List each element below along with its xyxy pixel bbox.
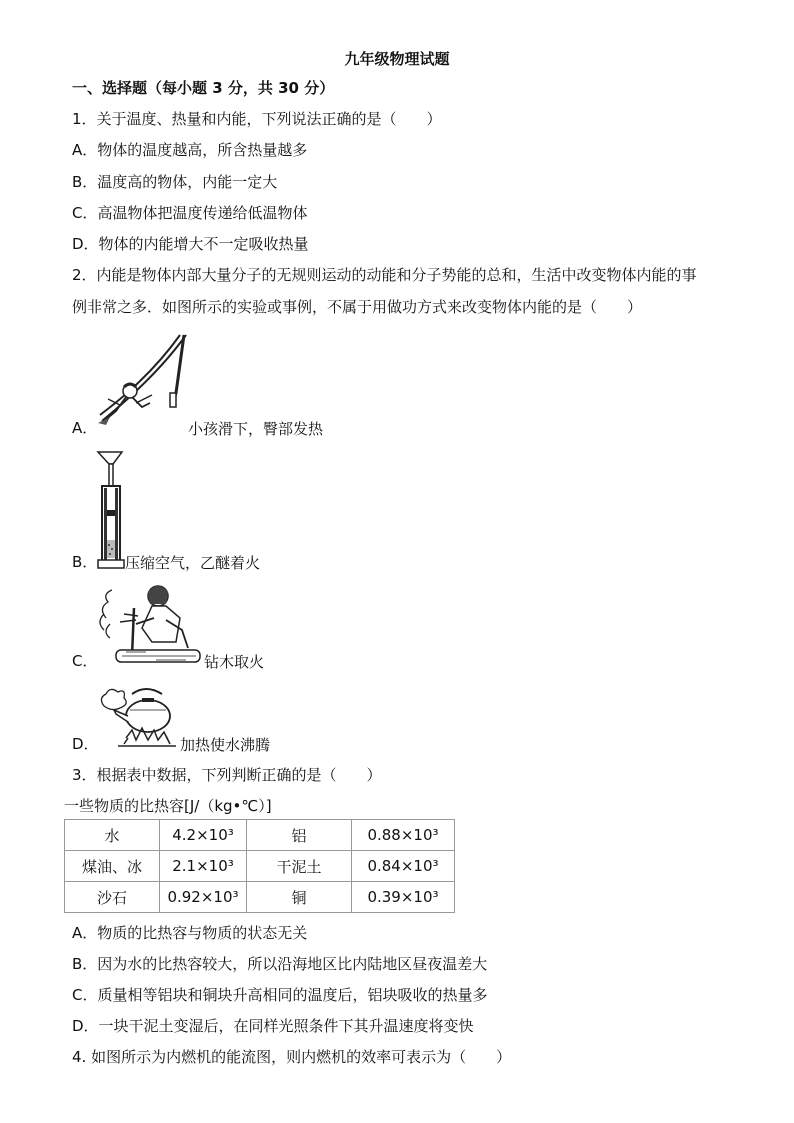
table-cell: 0.88×10³ bbox=[352, 820, 455, 851]
q3-option-c: C．质量相等铝块和铜块升高相同的温度后，铝块吸收的热量多 bbox=[72, 986, 488, 1004]
q2-option-c-caption: 钻木取火 bbox=[204, 653, 265, 671]
table-cell: 水 bbox=[65, 820, 160, 851]
drilling-wood-fire-icon bbox=[96, 578, 206, 668]
boiling-kettle-icon bbox=[96, 684, 180, 754]
q4-stem: 4. 如图所示为内燃机的能流图，则内燃机的效率可表示为（ ） bbox=[72, 1048, 512, 1066]
q1-option-c: C．高温物体把温度传递给低温物体 bbox=[72, 204, 308, 222]
slide-child-icon bbox=[96, 333, 188, 433]
q1-stem: 1．关于温度、热量和内能，下列说法正确的是（ ） bbox=[72, 110, 442, 128]
q1-option-d: D．物体的内能增大不一定吸收热量 bbox=[72, 235, 309, 253]
q2-option-d-letter: D． bbox=[72, 735, 99, 753]
table-cell: 0.84×10³ bbox=[352, 851, 455, 882]
q3-option-a: A．物质的比热容与物质的状态无关 bbox=[72, 924, 308, 942]
table-cell: 0.92×10³ bbox=[160, 882, 247, 913]
q1-option-a: A．物体的温度越高，所含热量越多 bbox=[72, 141, 308, 159]
table-cell: 4.2×10³ bbox=[160, 820, 247, 851]
q2-stem-line1: 2．内能是物体内部大量分子的无规则运动的动能和分子势能的总和，生活中改变物体内能的事 bbox=[72, 266, 697, 284]
q3-option-b: B．因为水的比热容较大，所以沿海地区比内陆地区昼夜温差大 bbox=[72, 955, 488, 973]
q2-option-b-letter: B． bbox=[72, 553, 98, 571]
section-heading: 一、选择题（每小题 3 分，共 30 分） bbox=[72, 79, 335, 97]
table-cell: 干泥土 bbox=[247, 851, 352, 882]
table-cell: 沙石 bbox=[65, 882, 160, 913]
specific-heat-table bbox=[64, 819, 455, 913]
q2-option-c-letter: C． bbox=[72, 652, 98, 670]
q2-option-a-caption: 小孩滑下，臀部发热 bbox=[188, 420, 324, 438]
table-cell: 铝 bbox=[247, 820, 352, 851]
table-cell: 0.39×10³ bbox=[352, 882, 455, 913]
q2-option-a-letter: A． bbox=[72, 419, 98, 437]
q2-option-b-caption: 压缩空气，乙醚着火 bbox=[125, 554, 261, 572]
table-row bbox=[65, 820, 455, 851]
q3-stem: 3．根据表中数据，下列判断正确的是（ ） bbox=[72, 766, 382, 784]
table-row bbox=[65, 851, 455, 882]
table-cell: 2.1×10³ bbox=[160, 851, 247, 882]
table-caption: 一些物质的比热容[J/（kg•℃）] bbox=[64, 797, 272, 815]
table-cell: 铜 bbox=[247, 882, 352, 913]
q3-option-d: D．一块干泥土变湿后，在同样光照条件下其升温速度将变快 bbox=[72, 1017, 474, 1035]
q2-stem-line2: 例非常之多．如图所示的实验或事例，不属于用做功方式来改变物体内能的是（ ） bbox=[72, 298, 643, 316]
q2-option-d-caption: 加热使水沸腾 bbox=[180, 736, 271, 754]
page-title: 九年级物理试题 bbox=[344, 50, 450, 68]
table-cell: 煤油、冰 bbox=[65, 851, 160, 882]
air-piston-icon bbox=[96, 450, 126, 570]
q1-option-b: B．温度高的物体，内能一定大 bbox=[72, 173, 278, 191]
table-row bbox=[65, 882, 455, 913]
